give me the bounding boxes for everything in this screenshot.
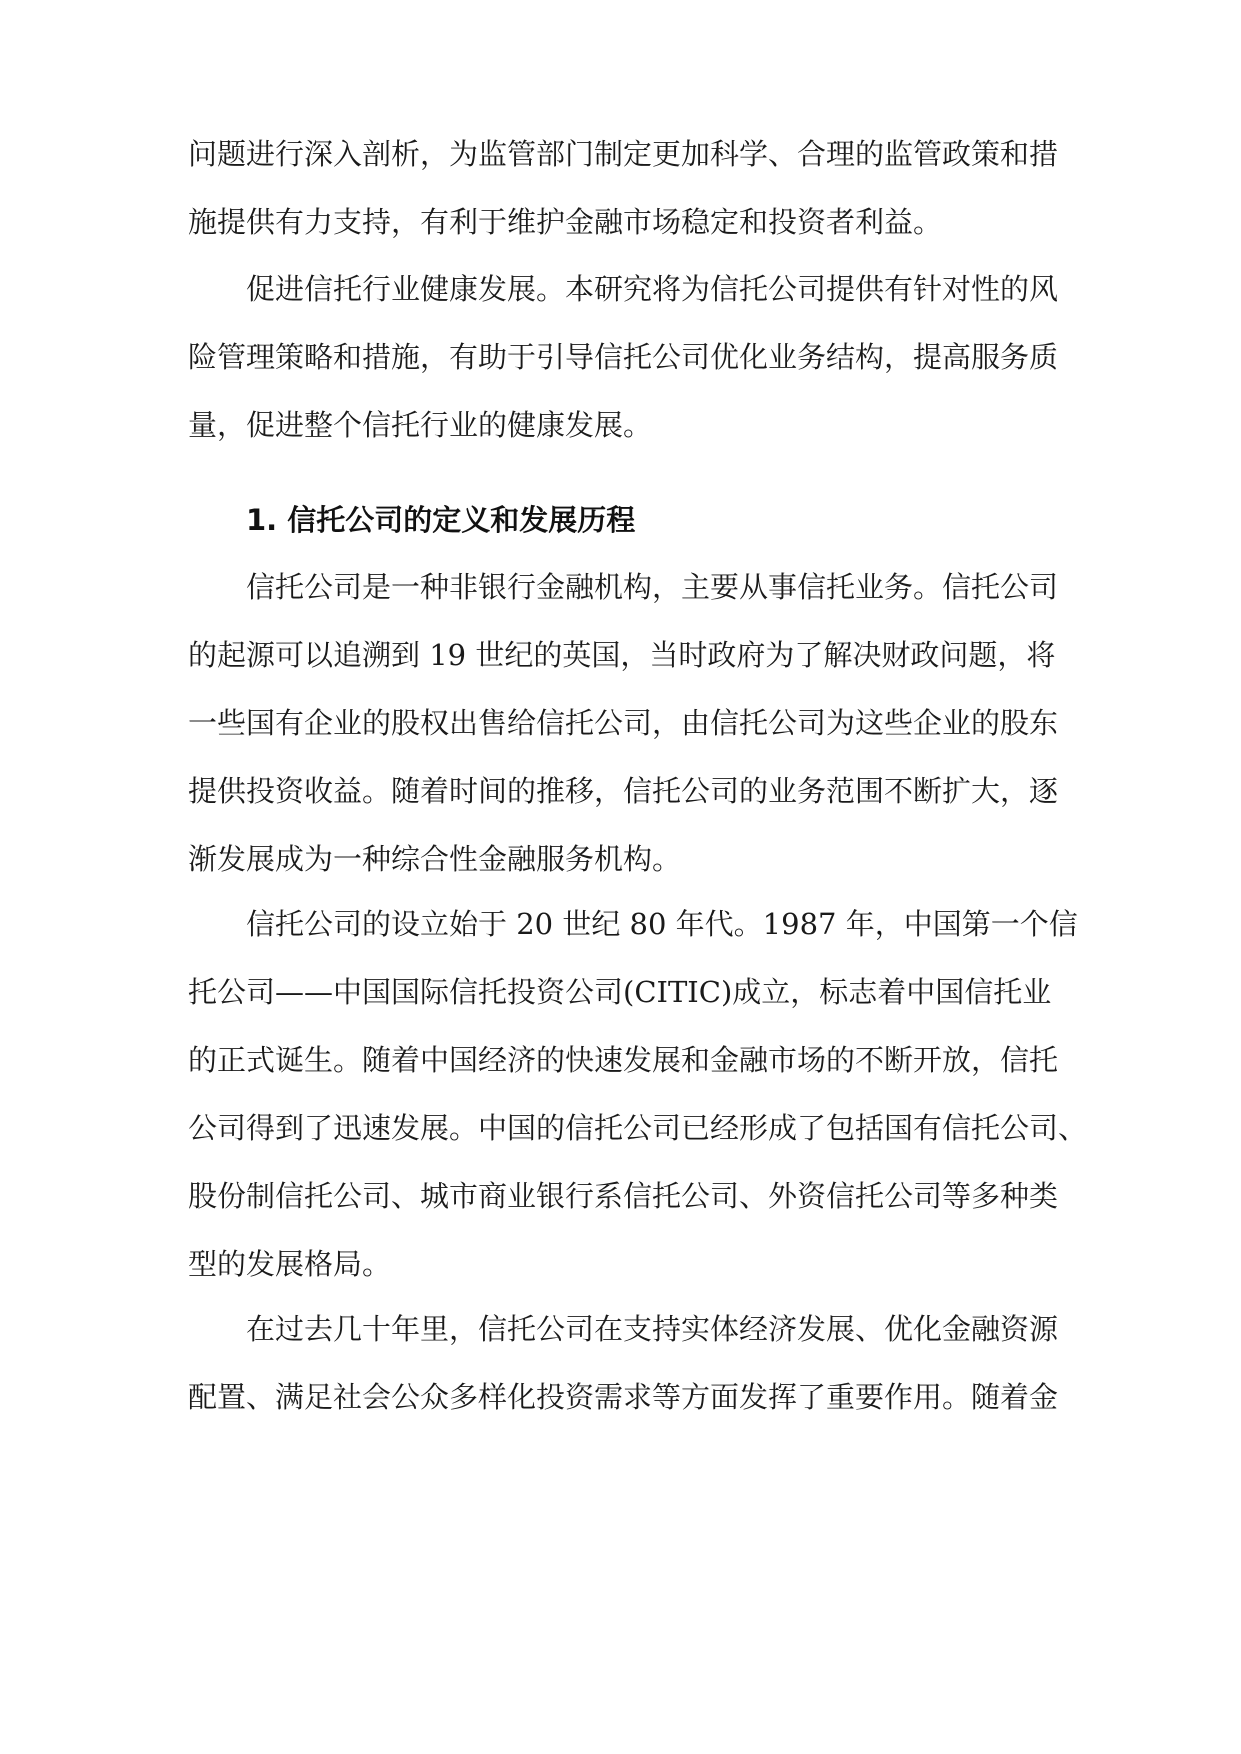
paragraph-line: 施提供有力支持，有利于维护金融市场稳定和投资者利益。: [188, 205, 943, 239]
section-heading: 1. 信托公司的定义和发展历程: [246, 503, 636, 537]
paragraph-line: 提供投资收益。随着时间的推移，信托公司的业务范围不断扩大，逐: [188, 774, 1059, 808]
paragraph-line: 量，促进整个信托行业的健康发展。: [188, 408, 653, 442]
paragraph-line: 一些国有企业的股权出售给信托公司，由信托公司为这些企业的股东: [188, 706, 1059, 740]
paragraph-line: 型的发展格局。: [188, 1247, 392, 1281]
paragraph-line: 问题进行深入剖析，为监管部门制定更加科学、合理的监管政策和措: [188, 137, 1059, 171]
paragraph-line: 股份制信托公司、城市商业银行系信托公司、外资信托公司等多种类: [188, 1179, 1059, 1213]
paragraph-line: 公司得到了迅速发展。中国的信托公司已经形成了包括国有信托公司、: [188, 1111, 1088, 1145]
paragraph-line: 促进信托行业健康发展。本研究将为信托公司提供有针对性的风: [246, 272, 1059, 306]
paragraph-line: 配置、满足社会公众多样化投资需求等方面发挥了重要作用。随着金: [188, 1380, 1059, 1414]
paragraph-line: 托公司——中国国际信托投资公司(CITIC)成立，标志着中国信托业: [188, 975, 1052, 1009]
paragraph-line: 渐发展成为一种综合性金融服务机构。: [188, 842, 682, 876]
paragraph-line: 的起源可以追溯到 19 世纪的英国，当时政府为了解决财政问题，将: [188, 638, 1056, 672]
paragraph-line: 的正式诞生。随着中国经济的快速发展和金融市场的不断开放，信托: [188, 1043, 1059, 1077]
paragraph-line: 在过去几十年里，信托公司在支持实体经济发展、优化金融资源: [246, 1312, 1059, 1346]
paragraph-line: 信托公司的设立始于 20 世纪 80 年代。1987 年，中国第一个信: [246, 907, 1078, 941]
paragraph-line: 险管理策略和措施，有助于引导信托公司优化业务结构，提高服务质: [188, 340, 1059, 374]
paragraph-line: 信托公司是一种非银行金融机构，主要从事信托业务。信托公司: [246, 570, 1059, 604]
